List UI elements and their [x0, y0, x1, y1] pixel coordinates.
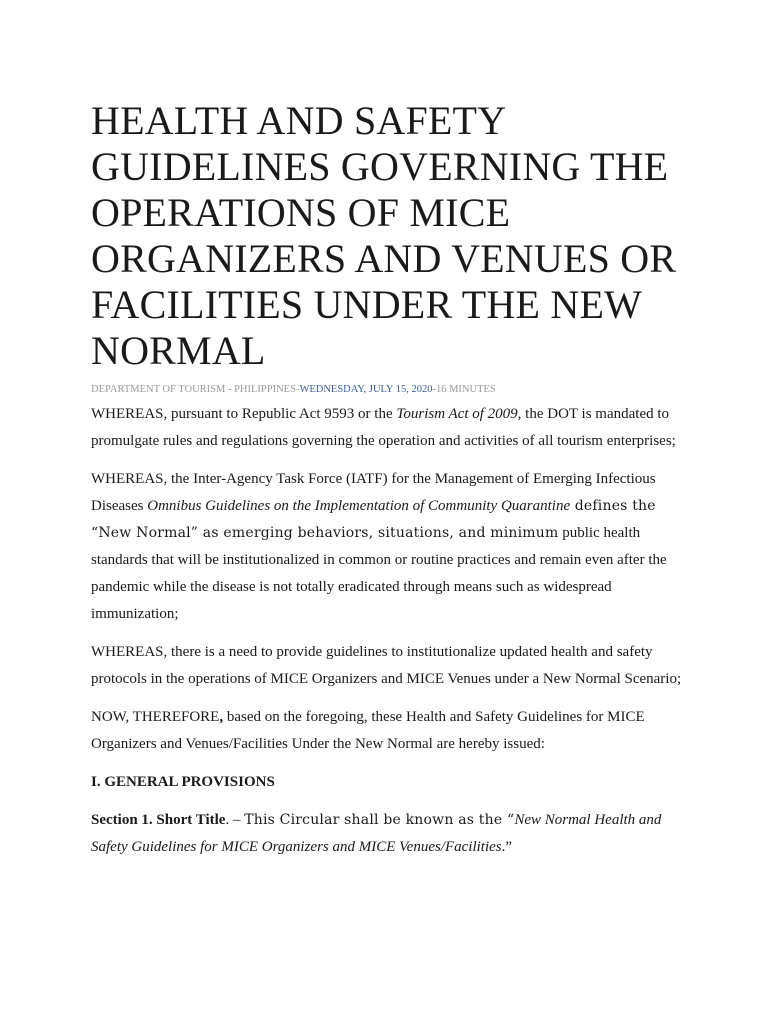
paragraph-whereas-2 — [91, 466, 691, 628]
paragraph-whereas-3: WHEREAS, there is a need to provide guidelines to institutionalize updated health and safety protocols in the operations of MICE Organizers and MICE Venues under a New Normal Scenario; — [91, 644, 682, 687]
byline — [91, 383, 691, 397]
paragraph-bold-text: , — [219, 709, 224, 725]
paragraph-text: , the DOT is mandated to promulgate rules and regulations governing the operation and activities of all tourism enterprises; — [91, 406, 676, 449]
paragraph-text: NOW, THEREFORE — [91, 709, 220, 725]
document-title: HEALTH AND SAFETY GUIDELINES GOVERNING THE OPERATIONS OF MICE ORGANIZERS AND VENUES OR FACILITIES UNDER THE NEW NORMAL — [91, 98, 677, 373]
byline-separator: - — [295, 384, 300, 395]
byline-separator: - — [432, 384, 436, 395]
paragraph-italic-text: New Normal Health and Safety Guidelines for MICE Organizers and MICE Venues/Facilities — [91, 812, 662, 855]
section-label: Section 1. Short Title — [91, 812, 226, 828]
byline-date: WEDNESDAY, JULY 15, 2020 — [299, 384, 433, 395]
byline-author: DEPARTMENT OF TOURISM - PHILIPPINES — [91, 384, 296, 395]
paragraph-now-therefore — [91, 704, 691, 758]
paragraph-whereas-1 — [91, 401, 691, 455]
paragraph-text: based on the foregoing, these Health and Safety Guidelines for MICE Organizers and Venues/Facilities Under the New Normal are hereby issued: — [91, 709, 645, 752]
paragraph-text: . – — [225, 812, 245, 828]
paragraph-text: WHEREAS, the Inter-Agency Task Force (IATF) for the Management of Emerging Infectious Diseases — [91, 471, 656, 514]
paragraph-section-1 — [91, 807, 691, 861]
paragraph-italic-text: Tourism Act of 2009 — [396, 406, 518, 422]
paragraph-text: WHEREAS, pursuant to Republic Act 9593 or the — [91, 406, 397, 422]
byline-read-time: 16 MINUTES — [435, 384, 496, 395]
document-body — [91, 401, 691, 872]
section-heading: I. GENERAL PROVISIONS — [91, 774, 275, 790]
paragraph-text: .” — [501, 839, 513, 855]
paragraph-text: defines the “New Normal” as emerging behaviors, situations, and minimum — [91, 498, 656, 541]
paragraph-italic-text: Omnibus Guidelines on the Implementation of Community Quarantine — [147, 498, 571, 514]
paragraph-text: public health standards that will be institutionalized in common or routine practices and remain even after the pandemic while the disease is not totally eradicated through means such as widespread immunization; — [91, 525, 667, 622]
paragraph-text: This Circular shall be known as the “ — [244, 812, 515, 828]
